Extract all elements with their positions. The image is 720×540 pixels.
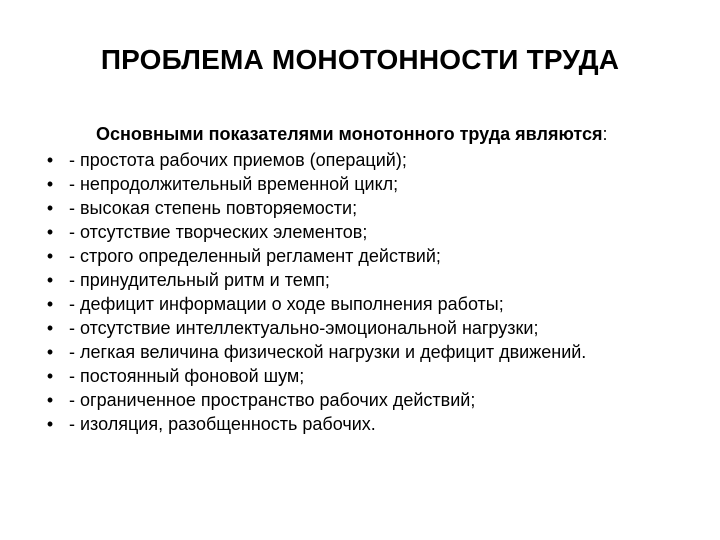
bullet-icon: •: [46, 150, 54, 170]
list-item-text: - постоянный фоновой шум;: [69, 366, 305, 386]
intro-line: [96, 124, 607, 145]
list-item-text: - простота рабочих приемов (операций);: [69, 150, 407, 170]
bullet-icon: •: [46, 174, 54, 194]
list-item-text: - непродолжительный временной цикл;: [69, 174, 399, 194]
bullet-icon: •: [46, 390, 54, 410]
intro-lead: Основными показателями монотонного труда являются: [96, 124, 603, 144]
list-item-text: - отсутствие творческих элементов;: [69, 222, 368, 242]
bullet-icon: •: [46, 270, 54, 290]
bullet-icon: •: [46, 414, 54, 434]
bullet-icon: •: [46, 246, 54, 266]
bullet-icon: •: [46, 198, 54, 218]
slide-title: ПРОБЛЕМА МОНОТОННОСТИ ТРУДА: [100, 44, 620, 75]
list-item-text: - дефицит информации о ходе выполнения работы;: [69, 294, 504, 314]
list-item-text: - строго определенный регламент действий;: [69, 246, 441, 266]
bullet-icon: •: [46, 342, 54, 362]
list-item-text: - принудительный ритм и темп;: [69, 270, 330, 290]
bullet-icon: •: [46, 222, 54, 242]
bullet-icon: •: [46, 366, 54, 386]
list-item-text: - ограниченное пространство рабочих действий;: [69, 390, 476, 410]
list-item-text: - высокая степень повторяемости;: [69, 198, 358, 218]
bullet-icon: •: [46, 294, 54, 314]
list-item-text: - легкая величина физической нагрузки и дефицит движений.: [69, 342, 587, 362]
list-item-text: - изоляция, разобщенность рабочих.: [69, 414, 376, 434]
bullet-icon: •: [46, 318, 54, 338]
intro-colon: :: [602, 124, 608, 144]
list-item-text: - отсутствие интеллектуально-эмоциональной нагрузки;: [69, 318, 539, 338]
